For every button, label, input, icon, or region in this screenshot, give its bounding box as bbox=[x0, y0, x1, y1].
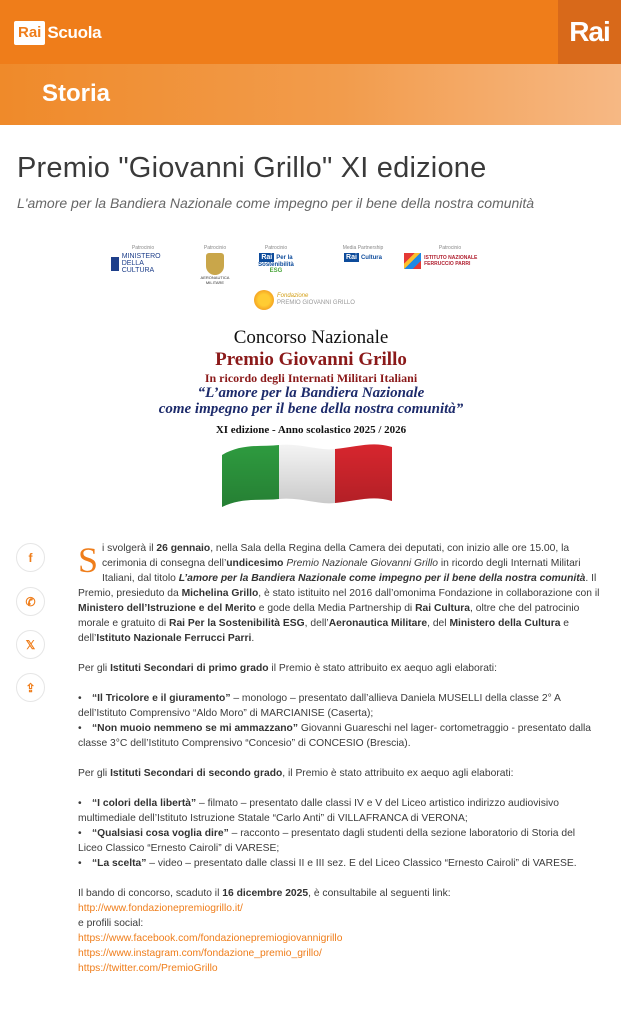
text: Rai Cultura bbox=[415, 603, 471, 614]
text: e dell’ bbox=[78, 618, 570, 644]
text: il Premio è stato attribuito ex aequo agli elaborati: bbox=[268, 663, 497, 674]
poster-motto-1: “L’amore per la Bandiera Nazionale bbox=[197, 385, 425, 401]
text: . Il Premio, presieduto da bbox=[78, 573, 597, 599]
poster-line-premio: Premio Giovanni Grillo bbox=[215, 349, 407, 370]
partner-caption: Media Partnership bbox=[342, 245, 384, 251]
text: . bbox=[251, 633, 255, 644]
cultura-name: Cultura bbox=[360, 255, 382, 261]
secondo-grado-intro bbox=[78, 766, 600, 781]
poster-line-motto bbox=[97, 385, 525, 417]
parri-emblem-icon bbox=[404, 253, 421, 269]
partner-caption: Patrocinio bbox=[203, 245, 227, 251]
poster-line-concorso: Concorso Nazionale bbox=[233, 327, 389, 348]
text: e gode della Media Partnership di bbox=[255, 603, 416, 614]
rai-mini-logo: Rai bbox=[261, 254, 273, 261]
rai-scuola-logo[interactable] bbox=[14, 20, 101, 46]
rai-mini-logo: Rai bbox=[346, 254, 357, 261]
top-bar bbox=[0, 0, 621, 64]
text: undicesimo bbox=[226, 558, 284, 569]
aeronautica-name: AERONAUTICA MILITARE bbox=[200, 275, 230, 285]
partner-caption: Patrocinio bbox=[438, 245, 462, 251]
date: 26 gennaio bbox=[156, 543, 211, 554]
text: L’amore per la Bandiera Nazionale come impegno per il bene della nostra comunità bbox=[178, 573, 586, 584]
section-bar bbox=[0, 64, 621, 125]
text: “I colori della libertà” bbox=[92, 798, 197, 809]
facebook-icon: f bbox=[28, 550, 33, 565]
text: Per gli bbox=[78, 663, 111, 674]
text: “Non muoio nemmeno se mi ammazzano” bbox=[92, 723, 298, 734]
partner-parri bbox=[404, 245, 496, 269]
share-x-button[interactable] bbox=[16, 630, 45, 659]
partner-rai-cultura bbox=[338, 245, 388, 262]
text: “La scelta” bbox=[92, 858, 147, 869]
text: , il Premio è stato attribuito ex aequo agli elaborati: bbox=[282, 768, 514, 779]
text: , dell’ bbox=[304, 618, 329, 629]
list-item: • “Non muoio nemmeno se mi ammazzano” Giovanni Guareschi nel lager- cortometraggio - presentato dalla classe 3°C dell’Istituto Comprensivo “Concesio” di CONCESIO (Brescia). bbox=[78, 723, 592, 749]
esg-label: ESG bbox=[269, 268, 283, 274]
text: Giovanni Guareschi nel lager- cortometraggio - presentato dalla classe 3°C dell’Istituto Comprensivo “Concesio” di CONCESIO (Brescia). bbox=[78, 723, 592, 749]
poster-image bbox=[97, 235, 525, 520]
aeronautica-crest-icon bbox=[206, 253, 224, 275]
facebook-link[interactable]: https://www.facebook.com/fondazionepremiogiovannigrillo bbox=[78, 933, 343, 944]
primo-grado-intro bbox=[78, 661, 600, 676]
share-generic-button[interactable] bbox=[16, 673, 45, 702]
scuola-logo-text: Scuola bbox=[47, 23, 102, 42]
partner-rai-sostenibilita bbox=[244, 245, 308, 274]
list-item: • “Qualsiasi cosa voglia dire” – racconto – presentato dagli studenti della sezione laboratorio di Storia del Liceo Classico “Ernesto Cairoli” di VARESE; bbox=[78, 828, 576, 854]
rai-logo-box: Rai bbox=[14, 21, 45, 45]
rai-logo[interactable]: Rai bbox=[558, 0, 621, 64]
list-item: • “Il Tricolore e il giuramento” – monologo – presentato dall’allieva Daniela MUSELLI della classe 2° A dell’Istituto Comprensivo “Aldo Moro” di MARCIANISE (Caserta); bbox=[78, 693, 561, 719]
text: – monologo – presentato dall’allieva Daniela MUSELLI della classe 2° A dell’Istituto Comprensivo “Aldo Moro” di MARCIANISE (Caserta); bbox=[78, 693, 561, 719]
sun-icon bbox=[254, 290, 274, 310]
text: – racconto – presentato dagli studenti della sezione laboratorio di Storia del Liceo Classico “Ernesto Cairoli” di VARESE; bbox=[78, 828, 576, 854]
instagram-link[interactable]: https://www.instagram.com/fondazione_premio_grillo/ bbox=[78, 948, 322, 959]
text: Il bando di concorso, scaduto il bbox=[78, 888, 223, 899]
text: , nella Sala della Regina della Camera dei deputati, con inizio alle ore 15.00, la cerimonia di consegna dell’ bbox=[102, 543, 570, 569]
text: Per gli bbox=[78, 768, 111, 779]
text: , è stato istituito nel 2016 dall’omonima Fondazione in collaborazione con il bbox=[258, 588, 600, 599]
mic-emblem-icon bbox=[111, 257, 119, 271]
text: Michelina Grillo bbox=[181, 588, 259, 599]
partner-mic bbox=[111, 245, 175, 274]
text: Ministero della Cultura bbox=[449, 618, 561, 629]
x-icon: 𝕏 bbox=[25, 637, 36, 652]
share-facebook-button[interactable] bbox=[16, 543, 45, 572]
share-icon: ⇪ bbox=[25, 680, 36, 695]
text: 16 dicembre 2025 bbox=[222, 888, 309, 899]
text: Istituti Secondari di primo grado bbox=[110, 663, 269, 674]
list-item: • “I colori della libertà” – filmato – presentato dalle classi IV e V del Liceo artistico indirizzo audiovisivo multimediale dell’Istituto Istruzione Statale “Carlo Anti” di VILLAFRANCA di VERONA; bbox=[78, 798, 560, 824]
partner-aeronautica bbox=[199, 245, 231, 285]
page-subtitle: L'amore per la Bandiera Nazionale come impegno per il bene della nostra comunità bbox=[17, 195, 535, 211]
text: , del bbox=[427, 618, 450, 629]
poster-line-ricordo: In ricordo degli Internati Militari Italiani bbox=[204, 371, 418, 385]
mic-name: MINISTERO DELLA CULTURA bbox=[121, 253, 161, 274]
text: , oltre che del patrocinio morale e gratuito di bbox=[78, 603, 580, 629]
section-title[interactable]: Storia bbox=[42, 80, 111, 107]
text: Premio Nazionale Giovanni Grillo bbox=[286, 558, 439, 569]
fondazione-logo bbox=[254, 290, 355, 310]
text: in ricordo degli Internati Militari Italiani, dal titolo bbox=[102, 558, 581, 584]
drop-cap: S bbox=[78, 540, 99, 580]
fondazione-site-link[interactable]: http://www.fondazionepremiogrillo.it/ bbox=[78, 903, 243, 914]
text: – filmato – presentato dalle classi IV e V del Liceo artistico indirizzo audiovisivo multimediale dell’Istituto Istruzione Statale “Carlo Anti” di VILLAFRANCA di VERONA; bbox=[78, 798, 560, 824]
article-body bbox=[78, 541, 600, 976]
poster-line-edizione: XI edizione - Anno scolastico 2025 / 2026 bbox=[215, 424, 407, 436]
share-whatsapp-button[interactable] bbox=[16, 587, 45, 616]
text: Ministero dell’Istruzione e del Merito bbox=[78, 603, 256, 614]
page-title: Premio "Giovanni Grillo" XI edizione bbox=[17, 152, 487, 184]
twitter-link[interactable]: https://twitter.com/PremioGrillo bbox=[78, 963, 218, 974]
fondazione-name: PREMIO GIOVANNI GRILLO bbox=[277, 300, 355, 306]
italian-flag-icon bbox=[222, 441, 392, 507]
text: Rai Per la Sostenibilità ESG bbox=[169, 618, 305, 629]
parri-name: ISTITUTO NAZIONALE FERRUCCIO PARRI bbox=[424, 255, 478, 267]
poster-motto-2: come impegno per il bene della nostra comunità” bbox=[158, 401, 464, 417]
text: i svolgerà il bbox=[102, 543, 157, 554]
bando-paragraph bbox=[78, 886, 600, 916]
text: , è consultabile al seguenti link: bbox=[308, 888, 451, 899]
text: “Il Tricolore e il giuramento” bbox=[92, 693, 231, 704]
text: “Qualsiasi cosa voglia dire” bbox=[92, 828, 229, 839]
text: Aeronautica Militare bbox=[328, 618, 428, 629]
partner-caption: Patrocinio bbox=[264, 245, 288, 251]
partner-caption: Patrocinio bbox=[131, 245, 155, 251]
fondazione-top: Fondazione bbox=[277, 293, 309, 299]
text: Istituto Nazionale Ferrucci Parri bbox=[96, 633, 252, 644]
social-intro: e profili social: bbox=[78, 918, 144, 929]
partner-logos bbox=[97, 245, 525, 290]
intro-paragraph bbox=[78, 541, 600, 646]
text: Istituti Secondari di secondo grado bbox=[110, 768, 283, 779]
whatsapp-icon: ✆ bbox=[25, 594, 36, 609]
sostenibilita-name: Per la Sostenibilità bbox=[258, 255, 294, 268]
list-item: • “La scelta” – video – presentato dalle classi II e III sez. E del Liceo Classico “Ernesto Cairoli” di VARESE. bbox=[78, 858, 577, 869]
text: – video – presentato dalle classi II e III sez. E del Liceo Classico “Ernesto Cairoli” di VARESE. bbox=[146, 858, 577, 869]
